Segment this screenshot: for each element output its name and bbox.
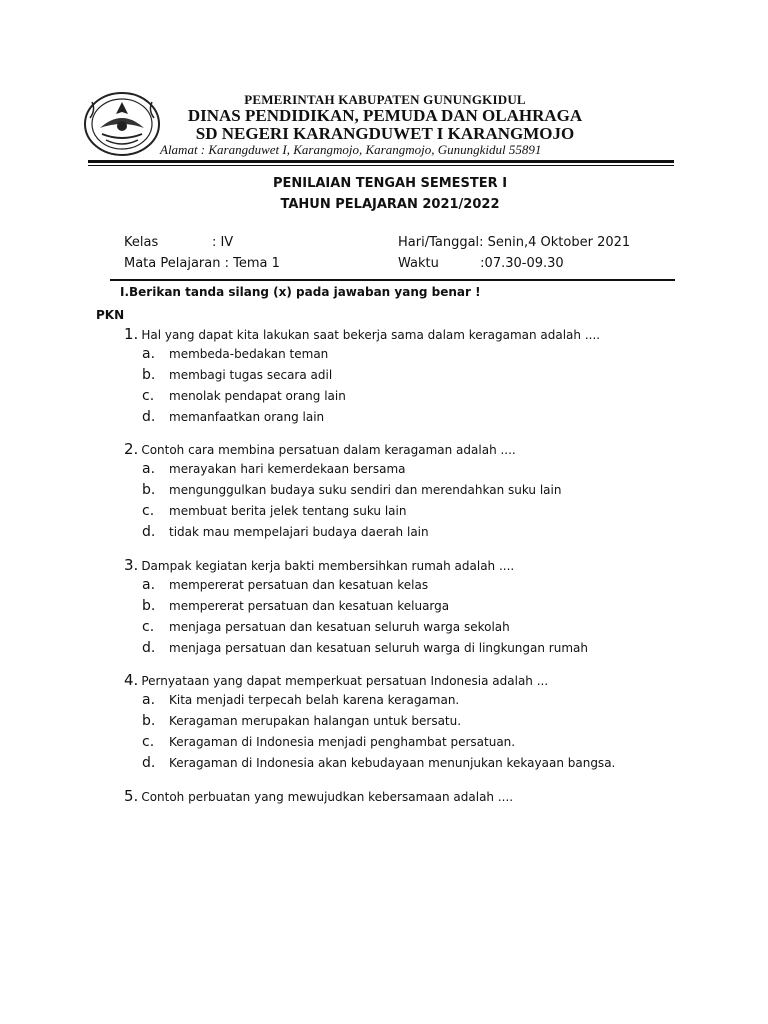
question-text: Dampak kegiatan kerja bakti membersihkan rumah adalah .... (141, 559, 515, 573)
question-number: 3. (124, 556, 139, 574)
letterhead-divider (88, 160, 674, 163)
info-divider (110, 279, 675, 281)
option-1d: d. memanfaatkan orang lain (142, 409, 325, 425)
option-3b: b. mempererat persatuan dan kesatuan keluarga (142, 598, 450, 614)
subject-info: Mata Pelajaran : Tema 1 (124, 256, 280, 271)
school-address: Alamat : Karangduwet I, Karangmojo, Karangmojo, Gunungkidul 55891 (160, 142, 542, 157)
option-1b: b. membagi tugas secara adil (142, 367, 333, 383)
option-4b: b. Keragaman merupakan halangan untuk bersatu. (142, 713, 462, 729)
question-number: 5. (124, 787, 139, 805)
question-1 (124, 325, 600, 343)
option-1a: a. membeda-bedakan teman (142, 346, 329, 362)
time-info: Waktu :07.30-09.30 (398, 256, 564, 271)
exam-title: PENILAIAN TENGAH SEMESTER I (272, 176, 508, 191)
option-3d: d. menjaga persatuan dan kesatuan seluruh warga di lingkungan rumah (142, 640, 588, 656)
school-name: SD NEGERI KARANGDUWET I KARANGMOJO (195, 124, 575, 143)
question-number: 4. (124, 671, 139, 689)
date-info: Hari/Tanggal: Senin,4 Oktober 2021 (398, 235, 631, 250)
question-2 (124, 440, 516, 458)
question-text: Hal yang dapat kita lakukan saat bekerja sama dalam keragaman adalah .... (141, 328, 601, 342)
question-number: 2. (124, 440, 139, 458)
question-text: Contoh cara membina persatuan dalam keragaman adalah .... (141, 443, 516, 457)
question-text: Contoh perbuatan yang mewujudkan kebersamaan adalah .... (141, 790, 514, 804)
class-info: Kelas : IV (124, 235, 234, 250)
option-2d: d. tidak mau mempelajari budaya daerah lain (142, 524, 429, 540)
option-2c: c. membuat berita jelek tentang suku lain (142, 503, 407, 519)
office-name: DINAS PENDIDIKAN, PEMUDA DAN OLAHRAGA (187, 106, 583, 125)
option-4c: c. Keragaman di Indonesia menjadi penghambat persatuan. (142, 734, 516, 750)
option-3c: c. menjaga persatuan dan kesatuan seluruh warga sekolah (142, 619, 510, 635)
subject-heading: PKN (96, 308, 125, 322)
option-2a: a. merayakan hari kemerdekaan bersama (142, 461, 406, 477)
option-4d: d. Keragaman di Indonesia akan kebudayaan menunjukan kekayaan bangsa. (142, 755, 616, 771)
question-3 (124, 556, 514, 574)
letterhead-divider-thin (88, 165, 674, 166)
option-4a: a. Kita menjadi terpecah belah karena keragaman. (142, 692, 460, 708)
exam-year: TAHUN PELAJARAN 2021/2022 (280, 197, 500, 212)
instruction-text: I.Berikan tanda silang (x) pada jawaban yang benar ! (120, 285, 481, 299)
question-number: 1. (124, 325, 139, 343)
gov-name: PEMERINTAH KABUPATEN GUNUNGKIDUL (244, 92, 526, 107)
question-4 (124, 671, 548, 689)
option-2b: b. mengunggulkan budaya suku sendiri dan merendahkan suku lain (142, 482, 562, 498)
question-text: Pernyataan yang dapat memperkuat persatuan Indonesia adalah ... (141, 674, 549, 688)
question-5 (124, 787, 513, 805)
option-1c: c. menolak pendapat orang lain (142, 388, 346, 404)
option-3a: a. mempererat persatuan dan kesatuan kelas (142, 577, 429, 593)
